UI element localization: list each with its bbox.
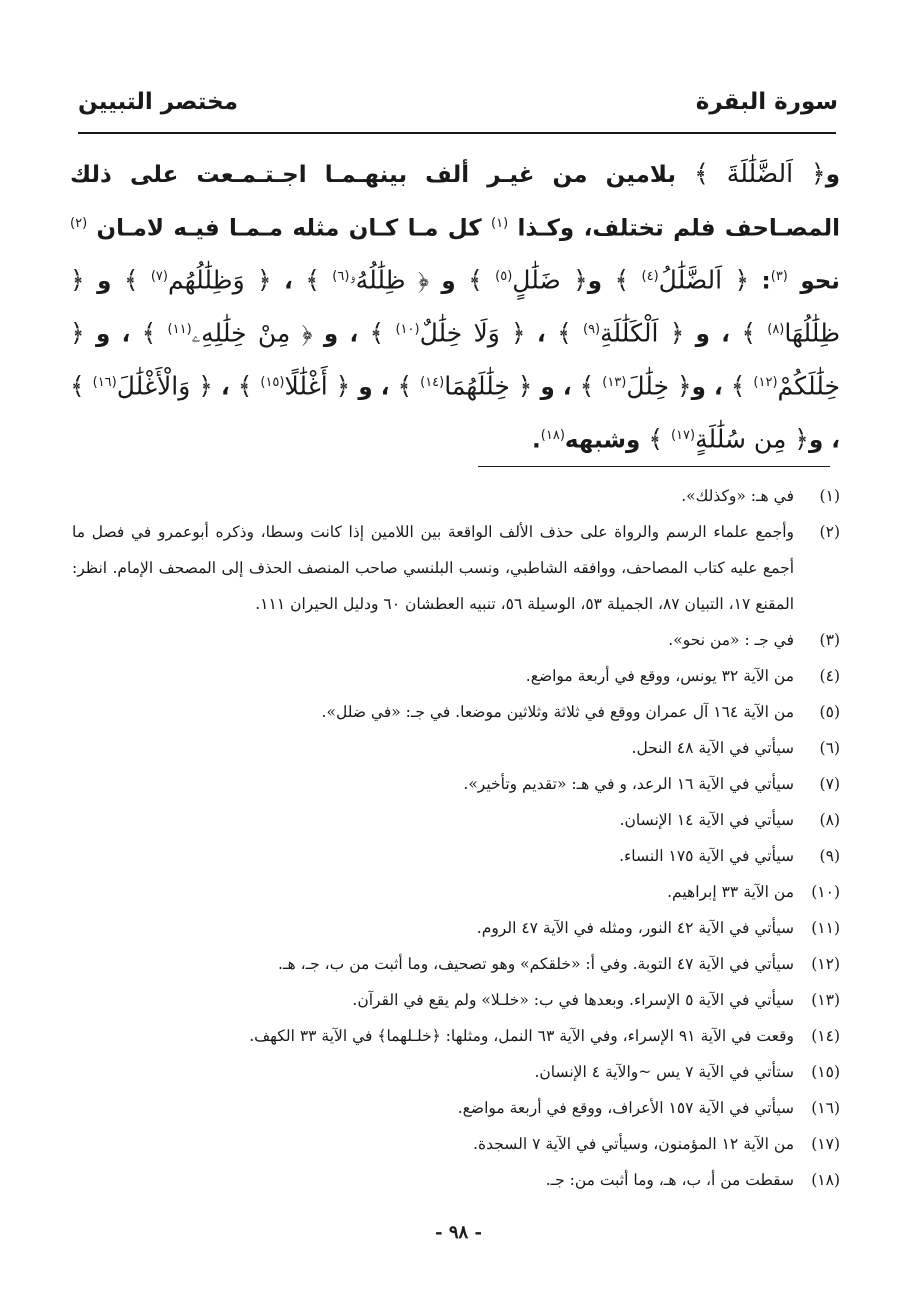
quran-word: ﴿ اَلْكَلَٰلَةِ: [600, 318, 685, 348]
footnote-ref[interactable]: (٨): [767, 321, 785, 337]
footnote-ref[interactable]: (١٦): [92, 374, 117, 390]
body-text: ،: [271, 268, 306, 295]
quran-bracket: ﴾: [557, 318, 583, 348]
footnote-number: (١٠): [811, 883, 840, 901]
footnote-number: (٩): [819, 847, 840, 865]
footnote-ref[interactable]: (٧): [150, 268, 168, 284]
footnote-ref[interactable]: (١٨): [540, 428, 565, 444]
footnote-item: [72, 514, 840, 622]
quran-bracket: ﴾: [468, 265, 496, 295]
footnote-item: [72, 730, 840, 766]
footnote-text: وأجمع علماء الرسم والرواة على حذف الألف الواقعة بين اللامين إذا كانت وسطا، وذكره أبوعمرو في فصل ما أجمع عليه كتاب المصاحف، ووافقه الشاطبي، ونسب البلنسي صاحب المنصف الحذف إلى المصحف الإمام. انظر: المقنع ١٧، التبيان ٨٧، الجميلة ٥٣، الوسيلة ٥٦، تنبيه العطشان ٦٠ ودليل الحيران ١١١.: [72, 523, 794, 613]
quran-bracket: ﴾: [123, 265, 151, 295]
footnote-number: (١٣): [811, 991, 840, 1009]
footnote-number: (٣): [819, 631, 840, 649]
footnote-ref[interactable]: (٦): [332, 268, 350, 284]
footnote-text: سيأتي في الآية ١٥٧ الأعراف، ووقع في أربعة مواضع.: [457, 1099, 794, 1117]
quran-word: ﴿ خِلَٰلَهُمَا: [444, 371, 533, 401]
footnote-ref[interactable]: (١٧): [670, 428, 696, 444]
footnote-divider: [478, 466, 830, 467]
footnote-text: سيأتي في الآية ٤٨ النحل.: [631, 739, 794, 757]
quran-bracket: ﴾: [614, 265, 642, 295]
quran-word: ﴿ خِلَٰلَ: [626, 371, 692, 401]
main-paragraph: [70, 150, 840, 465]
quran-word: ﴿ مِن سُلَٰلَةٍ: [695, 424, 809, 454]
book-title: مختصر التبيين: [78, 89, 238, 115]
footnote-text: ستأتي في الآية ٧ يس ~والآية ٤ الإنسان.: [534, 1063, 794, 1081]
footnote-item: [72, 1126, 840, 1162]
quran-word: ﴿ خِلَٰلَكُمْ: [70, 318, 840, 401]
footnote-ref[interactable]: (١١): [167, 321, 192, 337]
footnote-number: (٦): [819, 739, 840, 757]
footnote-item: [72, 1018, 840, 1054]
footnote-text: في جـ : «من نحو».: [668, 631, 794, 649]
body-text: نحو: [800, 268, 840, 295]
footnote-text: سيأتي في الآية ٤٧ التوبة. وفي أ: «خلقكم» وهو تصحيف، وما أثبت من ب، جـ، هـ.: [278, 955, 794, 973]
footnote-text: سقطت من أ، ب، هـ، وما أثبت من: جـ.: [545, 1171, 794, 1189]
footnote-item: [72, 1162, 840, 1198]
footnote-ref[interactable]: (١٥): [260, 374, 285, 390]
body-text: ، و: [350, 374, 398, 401]
footnote-ref[interactable]: (١٤): [420, 374, 445, 390]
quran-bracket: ﴾: [141, 318, 168, 348]
footnote-item: [72, 802, 840, 838]
footnote-item: [72, 694, 840, 730]
quran-word: ﴿ وَالْأَغْلَٰلَ: [116, 371, 213, 401]
footnote-ref[interactable]: (٥): [495, 268, 513, 284]
footnote-ref[interactable]: (١٢): [753, 374, 778, 390]
body-text: ، و: [691, 374, 731, 401]
footnote-number: (١١): [811, 919, 840, 937]
footnote-text: في هـ: «وكذلك».: [681, 487, 794, 505]
body-text: و: [587, 268, 615, 295]
body-text: ، و: [532, 374, 580, 401]
body-text: كل مـا كـان مثله مـمـا فيـه لامـان: [96, 215, 491, 242]
body-text: ، و: [84, 321, 142, 348]
body-text: .: [532, 427, 541, 454]
quran-word: ﴿ أَغْلَٰلًا: [284, 371, 351, 401]
page-number: - ٩٨ -: [435, 1222, 482, 1243]
footnote-number: (١٨): [811, 1171, 840, 1189]
footnote-number: (١٤): [811, 1027, 840, 1045]
footnote-text: من الآية ٣٢ يونس، ووقع في أربعة مواضع.: [525, 667, 794, 685]
quran-bracket: ﴾: [741, 318, 768, 348]
body-text: و: [441, 268, 469, 295]
footnote-item: [72, 982, 840, 1018]
body-text: ،: [212, 374, 238, 401]
footnote-text: من الآية ١٢ المؤمنون، وسيأتي في الآية ٧ السجدة.: [473, 1135, 794, 1153]
quran-word: ﴿ ظِلَٰلُهَا: [70, 265, 840, 348]
footnote-number: (٤): [819, 667, 840, 685]
footnote-item: [72, 622, 840, 658]
body-text: وشبهه: [564, 427, 649, 454]
footnote-text: وقعت في الآية ٩١ الإسراء، وفي الآية ٦٣ النمل، ومثلها: ﴿خلـلهما﴾ في الآية ٣٣ الكهف.: [249, 1027, 794, 1045]
footnote-text: سيأتي في الآية ١٧٥ النساء.: [619, 847, 794, 865]
footnote-number: (٥): [819, 703, 840, 721]
body-text: بلامين من غيـر ألف بينهـمـا اجـتـمـعت على ذلك المصـاحف فلم تختلف، وكـذا: [70, 162, 840, 242]
footnote-text: سيأتي في الآية ١٤ الإنسان.: [619, 811, 794, 829]
quran-word: ﴿ وَلَا خِلَٰلٌ: [419, 318, 526, 348]
body-text: ، و: [684, 321, 742, 348]
footnote-text: سيأتي في الآية ٤٢ النور، ومثله في الآية ٤٧ الروم.: [476, 919, 794, 937]
footnote-item: [72, 766, 840, 802]
footnote-ref[interactable]: (١٣): [602, 374, 627, 390]
footnote-text: من الآية ١٦٤ آل عمران ووقع في ثلاثة وثلاثين موضعا. في جـ: «في ضلل».: [321, 703, 794, 721]
footnote-number: (١): [819, 487, 840, 505]
footnote-number: (٢): [819, 523, 840, 541]
footnote-item: [72, 946, 840, 982]
footnote-text: سيأتي في الآية ١٦ الرعد، و في هـ: «تقديم وتأخير».: [463, 775, 794, 793]
body-text: ،: [525, 321, 558, 348]
quran-bracket: ﴾: [730, 371, 754, 401]
footnote-ref[interactable]: (٣): [770, 268, 788, 284]
footnote-ref[interactable]: (١): [491, 215, 509, 231]
footnote-item: [72, 910, 840, 946]
footnote-ref[interactable]: (٢): [70, 215, 88, 231]
footnote-item: [72, 478, 840, 514]
quran-bracket: ﴾: [237, 371, 261, 401]
footnote-item: [72, 838, 840, 874]
footnote-ref[interactable]: (٩): [582, 321, 601, 337]
quran-bracket: ﴾: [369, 318, 396, 348]
footnote-item: [72, 1054, 840, 1090]
footnote-item: [72, 658, 840, 694]
quran-word: ﴿ مِنْ خِلَٰلِهِۦ: [191, 318, 313, 348]
footnote-number: (١٢): [811, 955, 840, 973]
quran-bracket: ﴾: [397, 371, 421, 401]
running-header: [78, 82, 838, 122]
footnote-text: سيأتي في الآية ٥ الإسراء. وبعدها في ب: «خلـلا» ولم يقع في القرآن.: [352, 991, 794, 1009]
surah-title: سورة البقرة: [695, 89, 838, 115]
body-text: ، و: [312, 321, 370, 348]
footnote-ref[interactable]: (٤): [641, 268, 659, 284]
footnote-list: [72, 478, 840, 1198]
quran-bracket: ﴾: [305, 265, 333, 295]
footnote-number: (٨): [819, 811, 840, 829]
footnote-ref[interactable]: (١٠): [395, 321, 420, 337]
quran-bracket: ﴾: [648, 424, 671, 454]
footnote-number: (١٥): [811, 1063, 840, 1081]
quran-word: ﴿ وَظِلَٰلُهُم: [167, 265, 272, 295]
footnote-number: (١٦): [811, 1099, 840, 1117]
footnote-item: [72, 1090, 840, 1126]
quran-word: ﴿ اَلضَّلَٰلَةَ ﴾: [694, 159, 826, 188]
quran-word: ﴿ ضَلَٰلٍ: [512, 265, 588, 295]
quran-bracket: ﴾: [579, 371, 603, 401]
footnote-text: من الآية ٣٣ إبراهيم.: [667, 883, 794, 901]
quran-bracket: ﴾: [70, 371, 93, 401]
quran-word: ﴿ اَلضَّلَٰلُ: [658, 265, 750, 295]
body-text: :: [749, 268, 771, 295]
header-divider: [78, 132, 836, 134]
footnote-number: (٧): [819, 775, 840, 793]
body-text: ، و: [808, 427, 840, 454]
quran-word: ﴿ ظِلَٰلُهُۥ: [349, 265, 429, 295]
footnote-number: (١٧): [811, 1135, 840, 1153]
body-text: و: [825, 162, 840, 188]
footnote-item: [72, 874, 840, 910]
body-text: و: [84, 268, 124, 295]
